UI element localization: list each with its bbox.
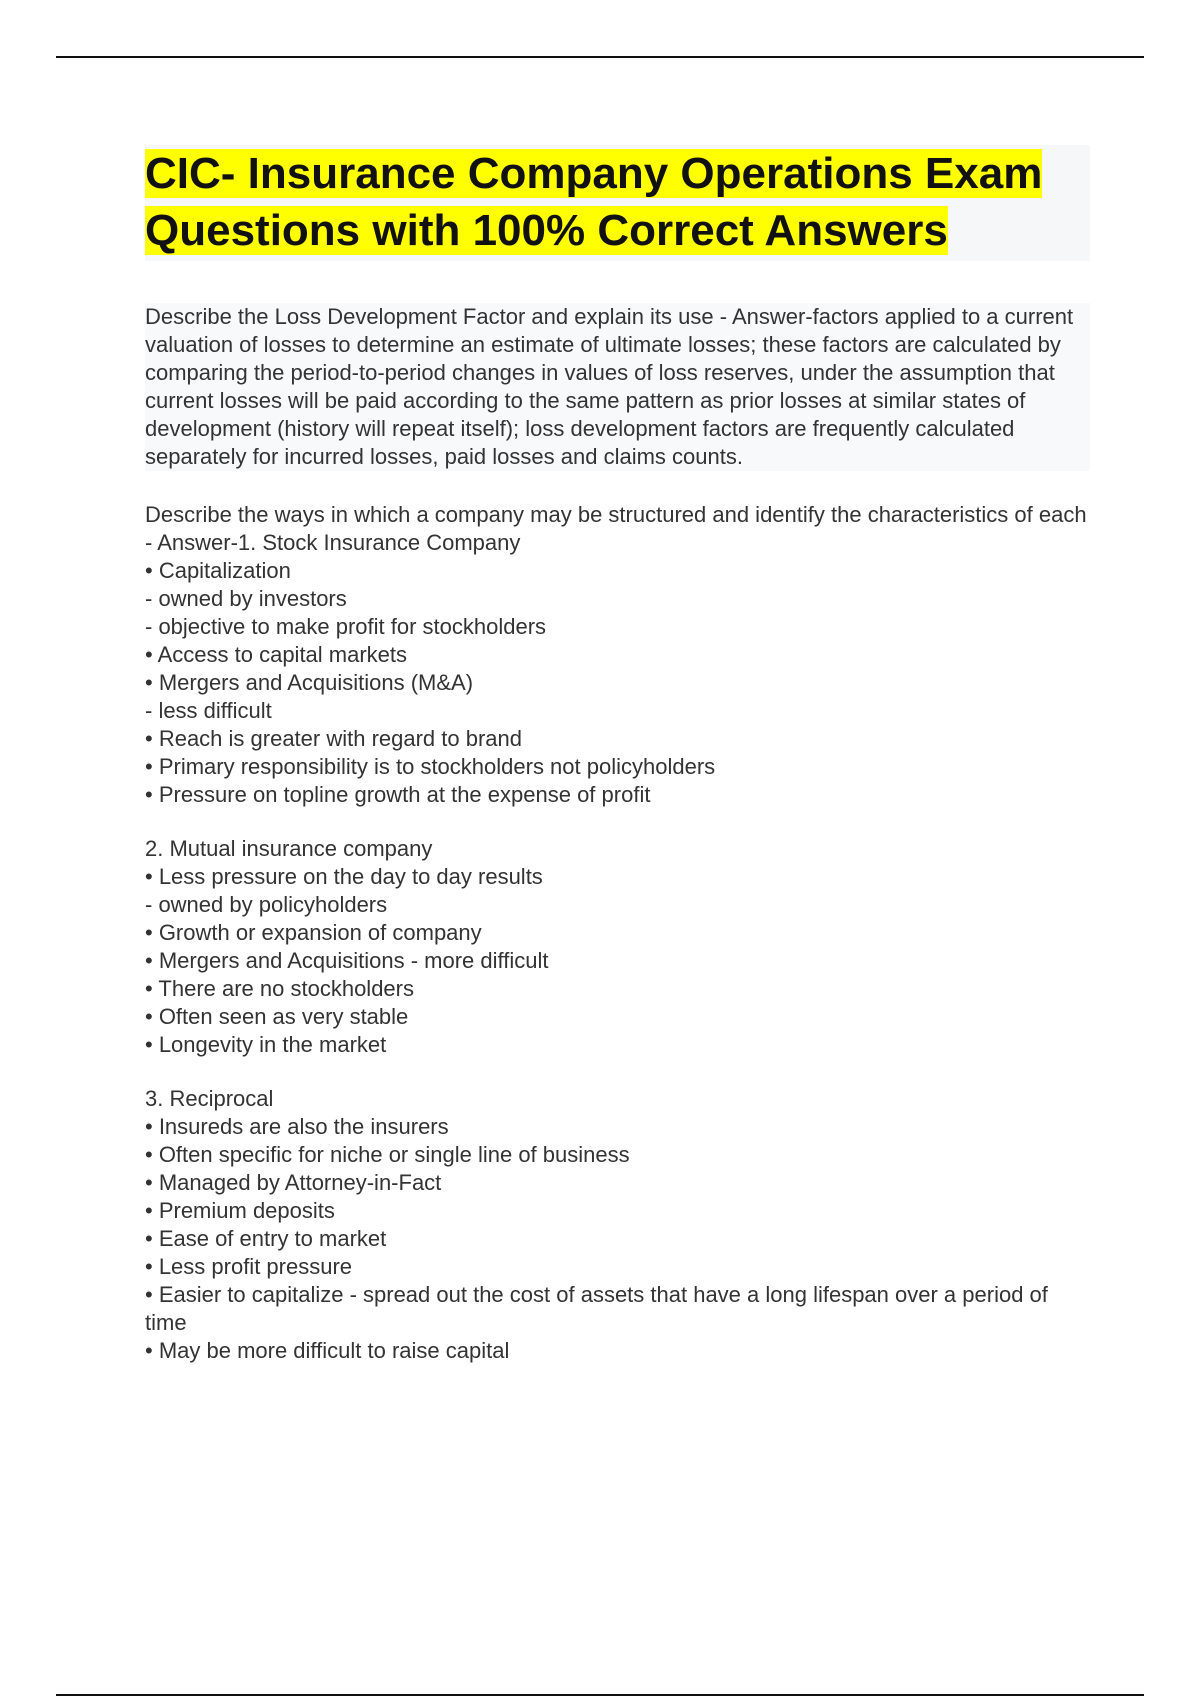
reciprocal-line: • Ease of entry to market xyxy=(145,1226,387,1251)
stock-line: - owned by investors xyxy=(145,586,347,611)
document-body xyxy=(145,145,1090,1391)
stock-line: • Capitalization xyxy=(145,558,291,583)
reciprocal-line: • Easier to capitalize - spread out the cost of assets that have a long lifespan over a period of time xyxy=(145,1282,1048,1335)
stock-line: • Pressure on topline growth at the expense of profit xyxy=(145,782,651,807)
qa-company-structures xyxy=(145,501,1090,809)
bottom-rule xyxy=(56,1694,1144,1696)
reciprocal-line: • Often specific for niche or single line of business xyxy=(145,1142,630,1167)
title-block xyxy=(145,145,1090,261)
mutual-line: • There are no stockholders xyxy=(145,976,414,1001)
reciprocal-heading: 3. Reciprocal xyxy=(145,1086,274,1111)
stock-line: • Mergers and Acquisitions (M&A) xyxy=(145,670,474,695)
mutual-line: • Growth or expansion of company xyxy=(145,920,482,945)
reciprocal-line: • Less profit pressure xyxy=(145,1254,353,1279)
document-title-text: CIC- Insurance Company Operations Exam Questions with 100% Correct Answers xyxy=(145,149,1043,255)
mutual-line: • Longevity in the market xyxy=(145,1032,387,1057)
stock-line: • Reach is greater with regard to brand xyxy=(145,726,523,751)
mutual-line: - owned by policyholders xyxy=(145,892,388,917)
reciprocal-line: • May be more difficult to raise capital xyxy=(145,1338,510,1363)
mutual-line: • Less pressure on the day to day results xyxy=(145,864,543,889)
document-title xyxy=(145,145,1090,259)
top-rule xyxy=(56,56,1144,58)
mutual-line: • Often seen as very stable xyxy=(145,1004,409,1029)
reciprocal-line: • Premium deposits xyxy=(145,1198,335,1223)
reciprocal-line: • Managed by Attorney-in-Fact xyxy=(145,1170,442,1195)
reciprocal-section xyxy=(145,1085,1090,1365)
qa-company-structures-question: Describe the ways in which a company may be structured and identify the characteristics of each - Answer-1. Stock Insurance Company xyxy=(145,502,1087,555)
stock-line: • Access to capital markets xyxy=(145,642,408,667)
stock-line: - less difficult xyxy=(145,698,272,723)
mutual-company-section xyxy=(145,835,1090,1059)
mutual-line: • Mergers and Acquisitions - more difficult xyxy=(145,948,549,973)
reciprocal-line: • Insureds are also the insurers xyxy=(145,1114,449,1139)
stock-line: • Primary responsibility is to stockholders not policyholders xyxy=(145,754,716,779)
stock-line: - objective to make profit for stockholders xyxy=(145,614,547,639)
qa-loss-development-factor: Describe the Loss Development Factor and explain its use - Answer-factors applied to a current valuation of losses to determine an estimate of ultimate losses; these factors are calculated by comparing the period-to-period changes in values of loss reserves, under the assumption that current losses will be paid according to the same pattern as prior losses at similar states of development (history will repeat itself); loss development factors are frequently calculated separately for incurred losses, paid losses and claims counts. xyxy=(145,303,1090,471)
mutual-heading: 2. Mutual insurance company xyxy=(145,836,433,861)
